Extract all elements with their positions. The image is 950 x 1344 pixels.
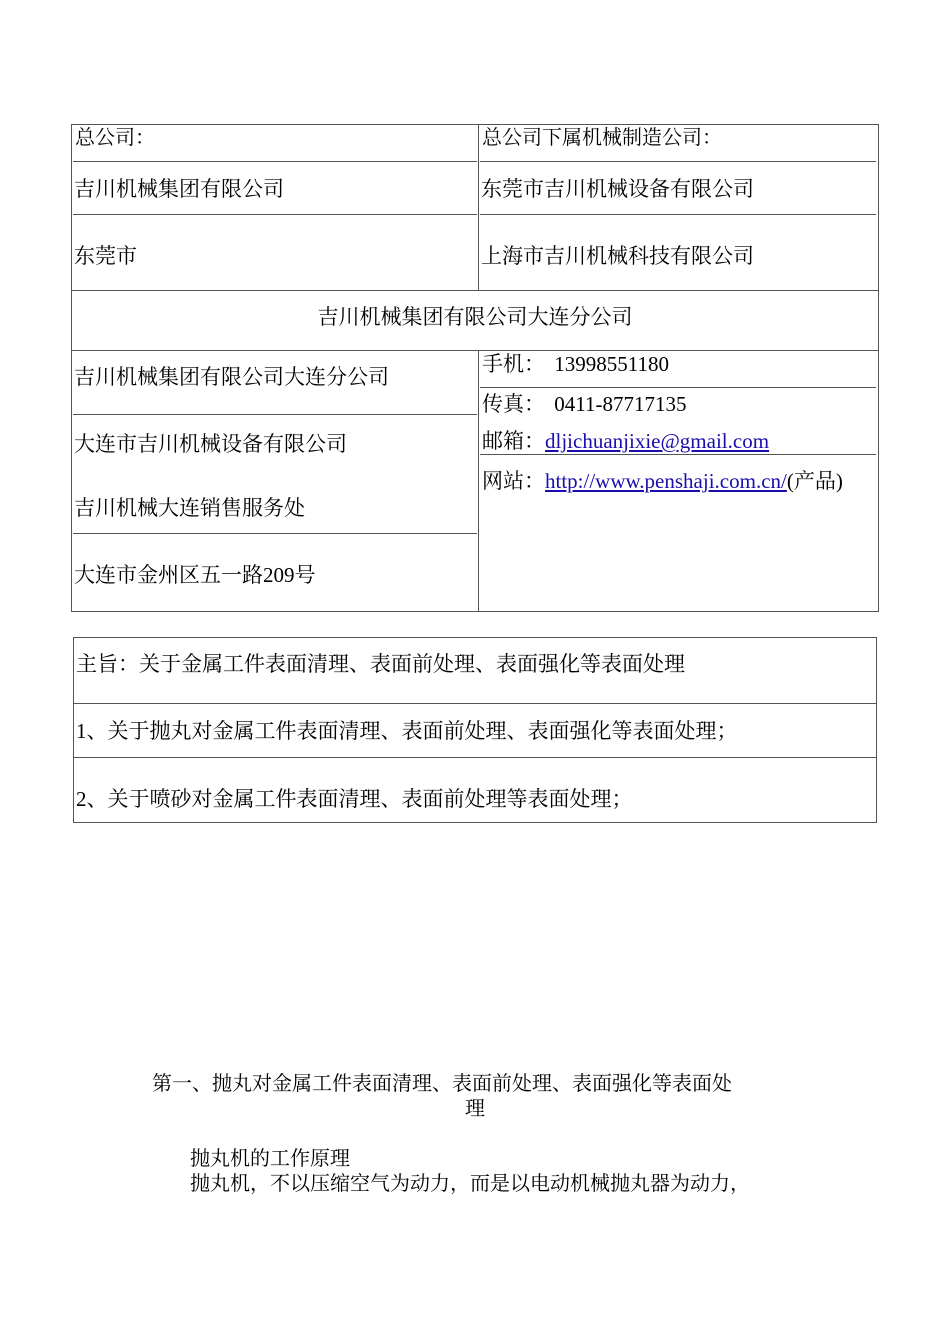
purpose-item-2: 2、关于喷砂对金属工件表面清理、表面前处理等表面处理； xyxy=(76,787,633,811)
company-table-row-line xyxy=(71,350,879,351)
fax-number: 0411-87717135 xyxy=(554,392,687,416)
dalian-sales-office: 吉川机械大连销售服务处 xyxy=(74,496,305,520)
body-paragraph: 抛丸机，不以压缩空气为动力，而是以电动机械抛丸器为动力， xyxy=(190,1173,750,1195)
subsidiary-shanghai: 上海市吉川机械科技有限公司 xyxy=(481,244,754,268)
purpose-table-row-line xyxy=(74,703,876,704)
purpose-item-1: 1、关于抛丸对金属工件表面清理、表面前处理、表面强化等表面处理； xyxy=(76,719,738,743)
company-table-inner-line xyxy=(73,533,477,534)
purpose-table-row-line xyxy=(74,757,876,758)
company-table-inner-line xyxy=(480,214,876,215)
company-table-inner-line xyxy=(73,214,477,215)
email-link[interactable]: dljichuanjixie@gmail.com xyxy=(545,429,770,453)
fax-line xyxy=(482,391,686,417)
website-suffix: (产品) xyxy=(786,469,843,493)
phone-label: 手机： xyxy=(482,352,545,376)
phone-number: 13998551180 xyxy=(554,352,669,376)
hq-company-name: 吉川机械集团有限公司 xyxy=(74,177,284,201)
hq-label: 总公司： xyxy=(75,127,155,149)
company-table-divider xyxy=(478,124,479,290)
company-table-inner-line xyxy=(480,387,876,388)
purpose-statement: 主旨：关于金属工件表面清理、表面前处理、表面强化等表面处理 xyxy=(76,652,685,676)
website-link[interactable]: http://www.penshaji.com.cn/ xyxy=(545,469,787,493)
company-table-inner-line xyxy=(73,161,477,162)
website-label: 网站： xyxy=(482,469,545,493)
dalian-equipment-company: 大连市吉川机械设备有限公司 xyxy=(74,432,347,456)
branch-address: 大连市金州区五一路209号 xyxy=(74,563,316,587)
subsidiaries-label: 总公司下属机械制造公司： xyxy=(482,127,722,149)
company-table-inner-line xyxy=(480,454,876,455)
phone-line xyxy=(482,351,669,377)
fax-label: 传真： xyxy=(482,392,545,416)
website-line xyxy=(482,468,843,494)
section-heading-cont: 理 xyxy=(465,1098,485,1120)
company-table-row-line xyxy=(71,290,879,291)
company-table-inner-line xyxy=(73,414,477,415)
branch-name: 吉川机械集团有限公司大连分公司 xyxy=(74,365,389,389)
company-table-divider xyxy=(478,350,479,612)
hq-city: 东莞市 xyxy=(74,244,137,268)
branch-title: 吉川机械集团有限公司大连分公司 xyxy=(317,305,633,329)
subheading: 抛丸机的工作原理 xyxy=(190,1148,350,1170)
company-table-inner-line xyxy=(480,161,876,162)
section-heading: 第一、抛丸对金属工件表面清理、表面前处理、表面强化等表面处 xyxy=(152,1073,732,1095)
subsidiary-dongguan: 东莞市吉川机械设备有限公司 xyxy=(481,177,754,201)
email-line xyxy=(482,428,769,454)
email-label: 邮箱： xyxy=(482,429,545,453)
